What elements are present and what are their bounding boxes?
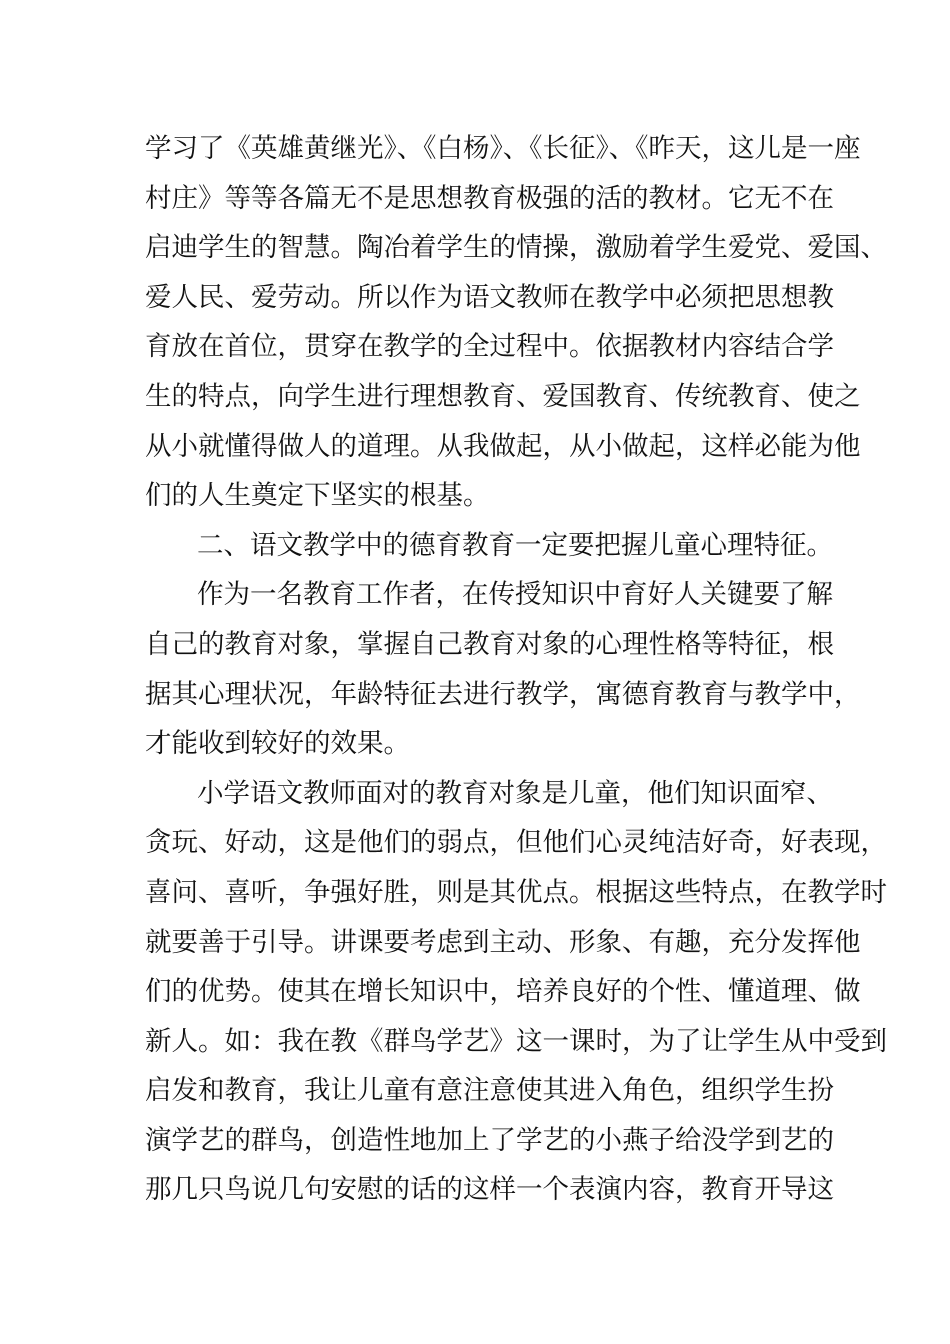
body-text [145,124,887,1215]
text-line: 演学艺的群鸟，创造性地加上了学艺的小燕子给没学到艺的 [145,1124,834,1156]
text-line: 生的特点，向学生进行理想教育、爱国教育、传统教育、使之 [145,380,861,412]
text-line: 从小就懂得做人的道理。从我做起，从小做起，这样必能为他 [145,430,861,462]
text-line: 就要善于引导。讲课要考虑到主动、形象、有趣，充分发挥他 [145,926,861,958]
text-line: 新人。如：我在教《群鸟学艺》这一课时，为了让学生从中受到 [145,1025,887,1057]
text-line: 们的优势。使其在增长知识中，培养良好的个性、懂道理、做 [145,976,861,1008]
section-heading: 二、语文教学中的德育教育一定要把握儿童心理特征。 [197,529,833,561]
text-line: 启发和教育，我让儿童有意注意使其进入角色，组织学生扮 [145,1075,834,1107]
text-line: 小学语文教师面对的教育对象是儿童，他们知识面窄、 [197,777,833,809]
text-line: 村庄》等等各篇无不是思想教育极强的活的教材。它无不在 [145,182,834,214]
text-line: 那几只鸟说几句安慰的话的这样一个表演内容，教育开导这 [145,1174,834,1206]
text-line: 才能收到较好的效果。 [145,728,410,760]
text-line: 作为一名教育工作者，在传授知识中育好人关键要了解 [197,579,833,611]
text-line: 们的人生奠定下坚实的根基。 [145,480,490,512]
text-line: 爱人民、爱劳动。所以作为语文教师在教学中必须把思想教 [145,281,834,313]
text-line: 育放在首位，贯穿在教学的全过程中。依据教材内容结合学 [145,331,834,363]
text-line: 启迪学生的智慧。陶冶着学生的情操，激励着学生爱党、爱国、 [145,232,887,264]
text-line: 据其心理状况，年龄特征去进行教学，寓德育教育与教学中， [145,678,861,710]
text-line: 喜问、喜听，争强好胜，则是其优点。根据这些特点，在教学时 [145,876,887,908]
text-line: 自己的教育对象，掌握自己教育对象的心理性格等特征，根 [145,628,834,660]
text-line: 学习了《英雄黄继光》、《白杨》、《长征》、《昨天，这儿是一座 [145,133,861,164]
text-line: 贪玩、好动，这是他们的弱点，但他们心灵纯洁好奇，好表现， [145,827,887,859]
